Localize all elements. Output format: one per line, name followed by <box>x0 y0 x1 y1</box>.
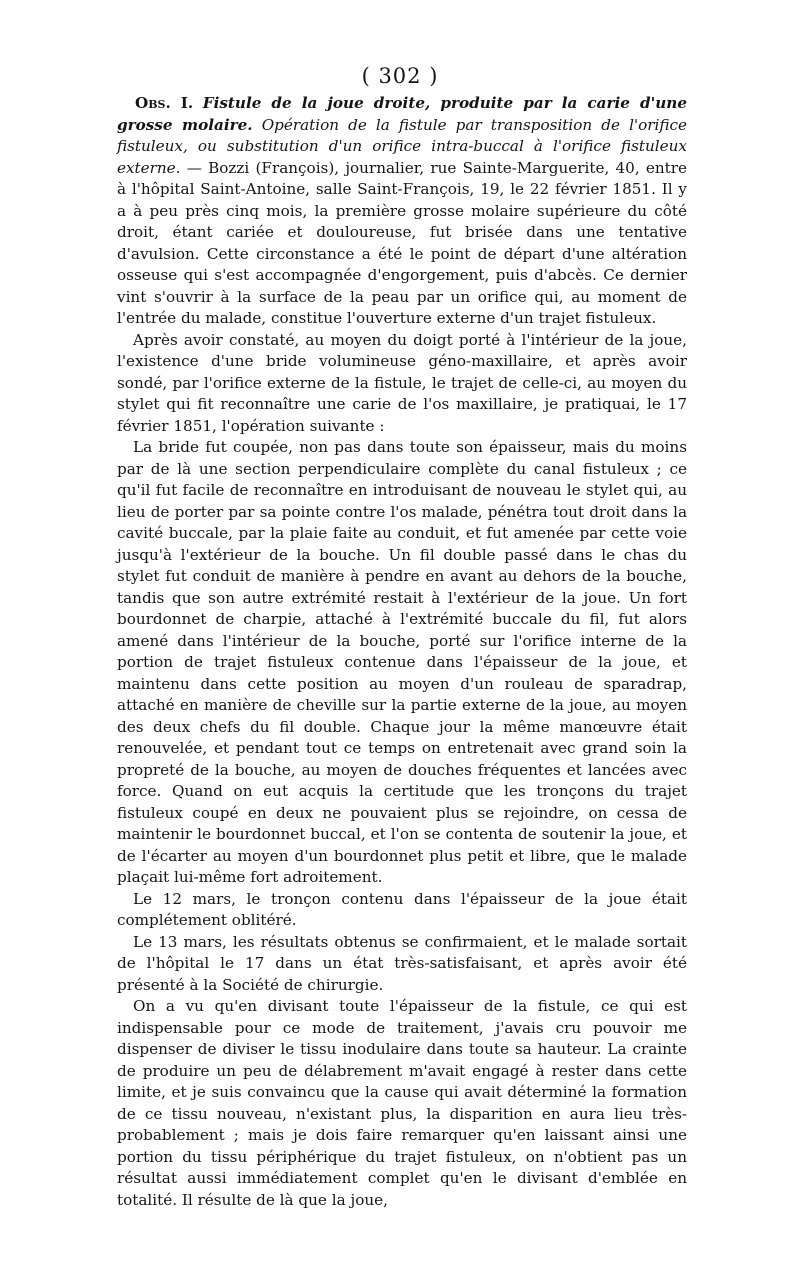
observation-paragraph <box>117 93 687 330</box>
page-number: ( 302 ) <box>361 64 439 88</box>
observation-label: Obs. I. <box>135 94 194 112</box>
body-text <box>117 93 687 1211</box>
observation-title: Fistule de la joue droite, produite par la carie d'une grosse molaire. <box>117 94 687 134</box>
paragraph-march-12: Le 12 mars, le tronçon contenu dans l'épaisseur de la joue était complétement oblitéré. <box>117 889 687 929</box>
paragraph-march-13: Le 13 mars, les résultats obtenus se confirmaient, et le malade sortait de l'hôpital le 17 dans un état très-satisfaisant, et après avoir été présenté à la Société de chirurgie. <box>117 932 687 994</box>
observation-intro: — Bozzi (François), journalier, rue Sainte-Marguerite, 40, entre à l'hôpital Saint-Antoine, salle Saint-François, 19, le 22 février 1851. Il y a à peu près cinq mois, la première grosse molaire supérieure du côté droit, étant cariée et douloureuse, fut brisée dans une tentative d'avulsion. Cette circonstance a été le point de départ d'une altération osseuse qui s'est accompagnée d'engorgement, puis d'abcès. Ce dernier vint s'ouvrir à la surface de la peau par un orifice qui, au moment de l'entrée du malade, constitue l'ouverture externe d'un trajet fistuleux. <box>117 158 687 327</box>
paragraph-sounding: Après avoir constaté, au moyen du doigt porté à l'intérieur de la joue, l'existence d'une bride volumineuse géno-maxillaire, et après avoir sondé, par l'orifice externe de la fistule, le trajet de celle-ci, au moyen du stylet qui fit reconnaître une carie de l'os maxillaire, je pratiquai, le 17 février 1851, l'opération suivante : <box>117 330 687 435</box>
paragraph-discussion: On a vu qu'en divisant toute l'épaisseur de la fistule, ce qui est indispensable pour ce mode de traitement, j'avais cru pouvoir me dispenser de diviser le tissu inodulaire dans toute sa hauteur. La crainte de produire un peu de délabrement m'avait engagé à rester dans cette limite, et je suis convaincu que la cause qui avait déterminé la formation de ce tissu nouveau, n'existant plus, la disparition en aura lieu très-probablement ; mais je dois faire remarquer qu'en laissant ainsi une portion du tissu périphérique du trajet fistuleux, on n'obtient pas un résultat aussi immédiatement complet qu'en le divisant d'emblée en totalité. Il résulte de là que la joue, <box>117 997 687 1209</box>
paragraph-procedure: La bride fut coupée, non pas dans toute son épaisseur, mais du moins par de là une section perpendiculaire complète du canal fistuleux ; ce qu'il fut facile de reconnaître en introduisant de nouveau le stylet qui, au lieu de porter par sa pointe contre l'os malade, pénétra tout droit dans la cavité buccale, par la plaie faite au conduit, et fut amenée par cette voie jusqu'à l'extérieur de la bouche. Un fil double passé dans le chas du stylet fut conduit de manière à pendre en avant au dehors de la bouche, tandis que son autre extrémité restait à l'extérieur de la joue. Un fort bourdonnet de charpie, attaché à l'extrémité buccale du fil, fut alors amené dans l'intérieur de la bouche, porté sur l'orifice interne de la portion de trajet fistuleux contenue dans l'épaisseur de la joue, et maintenu dans cette position au moyen d'un rouleau de sparadrap, attaché en manière de cheville sur la partie externe de la joue, au moyen des deux chefs du fil double. Chaque jour la même manœuvre était renouvelée, et pendant tout ce temps on entretenait avec grand soin la propreté de la bouche, au moyen de douches fréquentes et lancées avec force. Quand on eut acquis la certitude que les tronçons du trajet fistuleux coupé en deux ne pouvaient plus se rejoindre, on cessa de maintenir le bourdonnet buccal, et l'on se contenta de soutenir la joue, et de l'écarter au moyen d'un bourdonnet plus petit et libre, que le malade plaçait lui-même fort adroitement. <box>117 438 687 886</box>
observation-subtitle: Opération de la fistule par transposition de l'orifice fistuleux, ou substitution d'un orifice intra-buccal à l'orifice fistuleux externe. <box>117 115 687 177</box>
